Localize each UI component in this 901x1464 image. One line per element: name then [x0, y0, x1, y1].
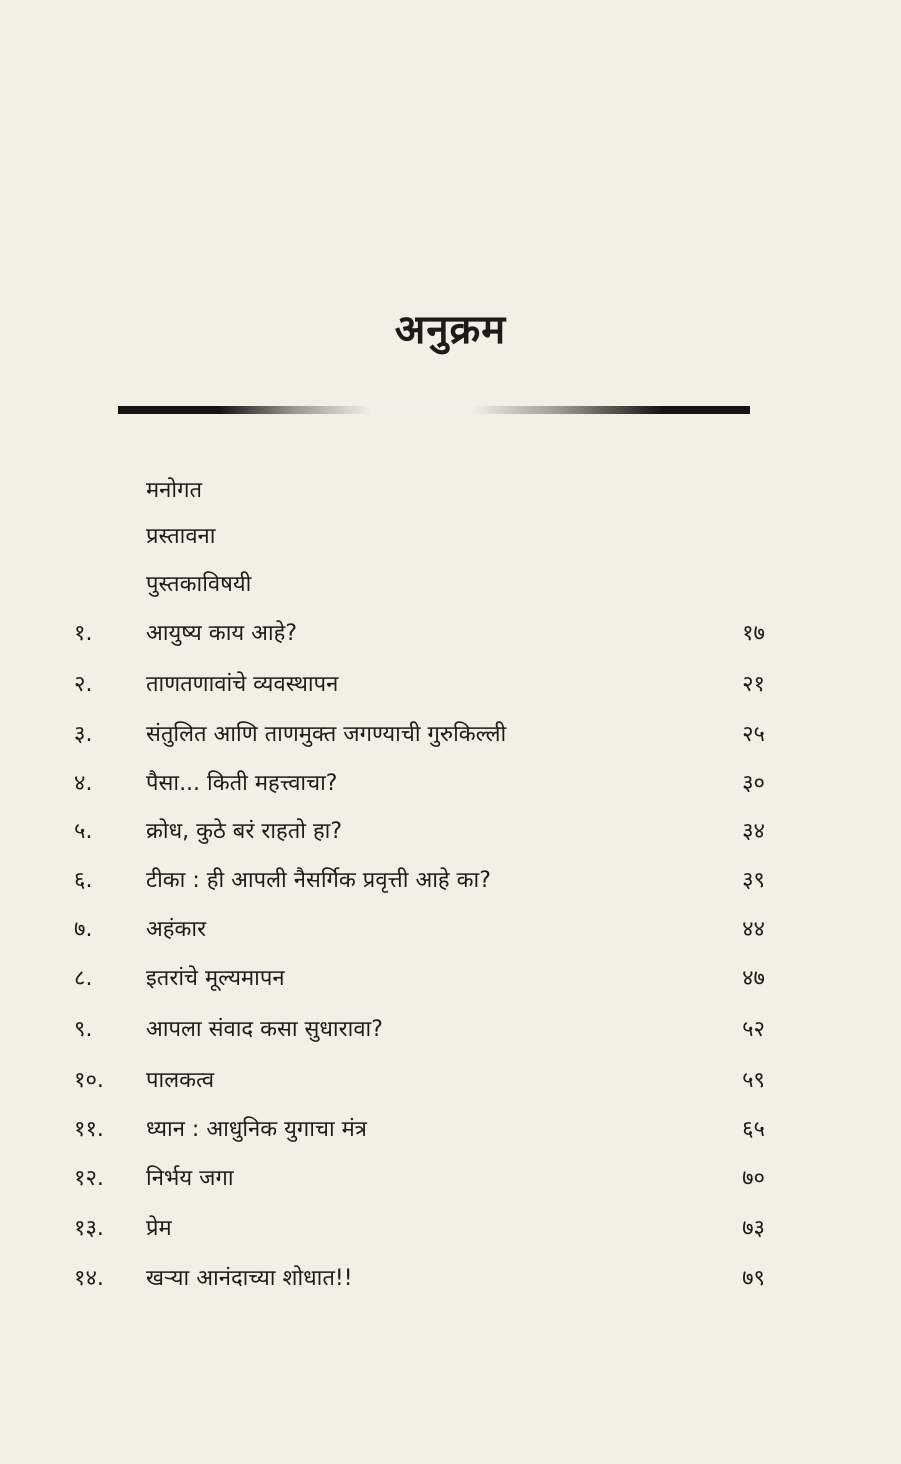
chapter-title: टीका : ही आपली नैसर्गिक प्रवृत्ती आहे का? — [146, 868, 491, 893]
chapter-title: प्रेम — [146, 1216, 172, 1241]
chapter-number: ८. — [74, 966, 93, 991]
front-matter-item: प्रस्तावना — [146, 524, 216, 549]
chapter-title: ध्यान : आधुनिक युगाचा मंत्र — [146, 1117, 367, 1142]
chapter-number: १. — [74, 621, 93, 646]
toc-row — [0, 1013, 901, 1047]
toc-row — [0, 913, 901, 947]
chapter-number: ७. — [74, 917, 93, 942]
chapter-page: ७३ — [742, 1216, 765, 1241]
chapter-number: २. — [74, 672, 93, 697]
chapter-number: १३. — [74, 1216, 104, 1241]
chapter-page: २१ — [742, 672, 765, 697]
toc-row — [0, 815, 901, 849]
chapter-page: ७९ — [742, 1266, 765, 1291]
chapter-title: इतरांचे मूल्यमापन — [146, 966, 285, 991]
toc-row — [0, 1113, 901, 1147]
chapter-page: ५९ — [742, 1068, 765, 1093]
front-matter-item: मनोगत — [146, 478, 202, 503]
chapter-page: ३० — [742, 771, 765, 796]
chapter-number: १४. — [74, 1266, 104, 1291]
chapter-page: ३९ — [742, 868, 765, 893]
chapter-number: ४. — [74, 771, 93, 796]
chapter-page: ४७ — [742, 966, 765, 991]
toc-row — [0, 668, 901, 702]
chapter-page: ७० — [742, 1166, 765, 1191]
chapter-number: ९. — [74, 1017, 93, 1042]
chapter-page: १७ — [742, 621, 765, 646]
chapter-number: ६. — [74, 868, 93, 893]
chapter-title: पालकत्व — [146, 1068, 215, 1093]
chapter-title: निर्भय जगा — [146, 1166, 234, 1191]
chapter-title: क्रोध, कुठे बरं राहतो हा? — [146, 819, 343, 844]
chapter-title: पैसा... किती महत्त्वाचा? — [146, 771, 338, 796]
toc-row — [0, 1262, 901, 1296]
chapter-title: अहंकार — [146, 917, 207, 942]
chapter-page: २५ — [742, 722, 765, 747]
chapter-page: ६५ — [742, 1117, 765, 1142]
toc-row — [0, 1212, 901, 1246]
chapter-number: १०. — [74, 1068, 104, 1093]
chapter-page: ५२ — [742, 1017, 765, 1042]
chapter-number: ३. — [74, 722, 93, 747]
toc-row — [0, 718, 901, 752]
chapter-number: ५. — [74, 819, 93, 844]
toc-row — [0, 864, 901, 898]
toc-row — [0, 962, 901, 996]
toc-row — [0, 1162, 901, 1196]
chapter-number: १२. — [74, 1166, 104, 1191]
chapter-title: खऱ्या आनंदाच्या शोधात!! — [146, 1266, 353, 1291]
heading-divider — [118, 406, 750, 414]
toc-row — [0, 767, 901, 801]
chapter-page: ३४ — [742, 819, 765, 844]
chapter-page: ४४ — [742, 917, 765, 942]
chapter-number: ११. — [74, 1117, 104, 1142]
chapter-title: ताणतणावांचे व्यवस्थापन — [146, 672, 339, 697]
chapter-title: आपला संवाद कसा सुधारावा? — [146, 1017, 383, 1042]
toc-heading: अनुक्रम — [394, 306, 507, 353]
toc-row — [0, 1064, 901, 1098]
front-matter-item: पुस्तकाविषयी — [146, 572, 252, 597]
chapter-title: आयुष्य काय आहे? — [146, 621, 297, 646]
chapter-title: संतुलित आणि ताणमुक्त जगण्याची गुरुकिल्ली — [146, 722, 507, 747]
toc-row — [0, 617, 901, 651]
